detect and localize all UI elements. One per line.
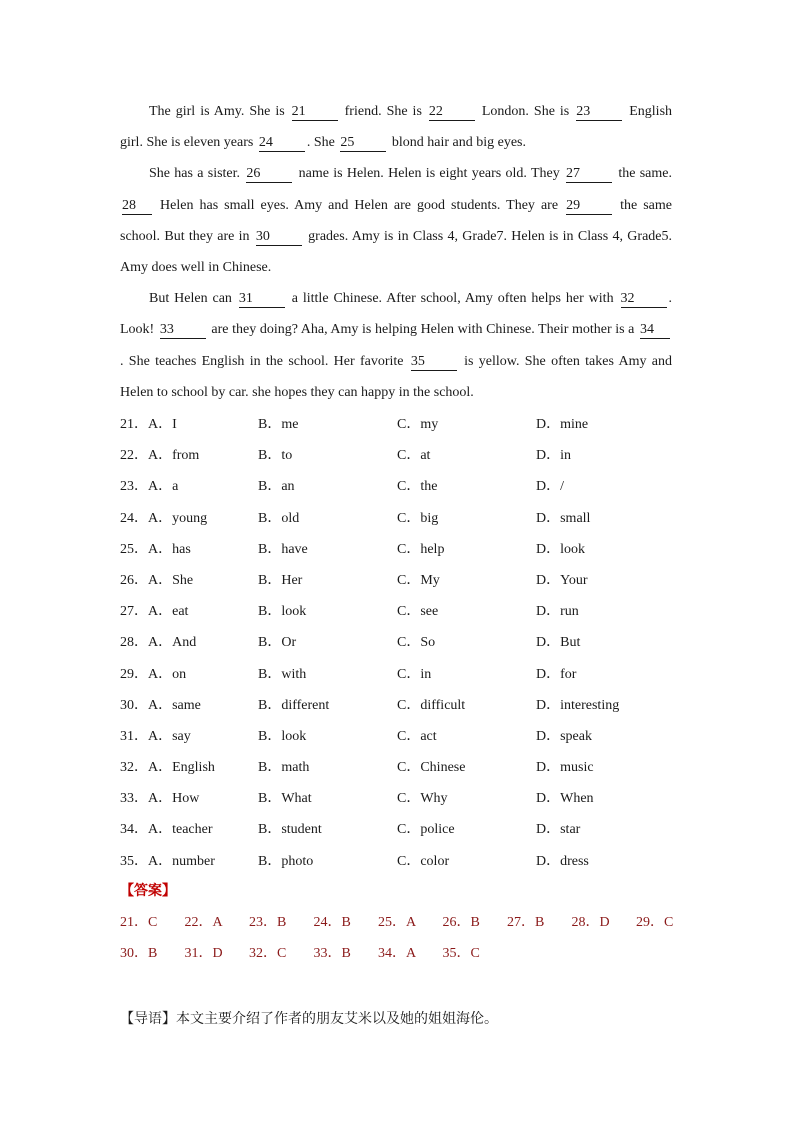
option-b — [258, 690, 329, 721]
option-text: A．say — [148, 728, 191, 744]
option-text: D．/ — [536, 479, 564, 495]
passage-text: English girl. She is eleven years — [120, 104, 673, 151]
option-a — [120, 814, 213, 845]
blank-32: 32 — [621, 291, 667, 308]
option-text: B．math — [258, 760, 310, 776]
question-number: 31． — [120, 728, 148, 744]
option-d — [536, 409, 588, 440]
option-c — [397, 659, 431, 690]
question-number: 32． — [120, 760, 148, 776]
passage-text: She has a sister. — [149, 166, 245, 182]
answer-item: 25．A — [378, 915, 417, 930]
option-b — [258, 627, 296, 658]
option-b — [258, 814, 322, 845]
paragraph-1 — [120, 96, 672, 158]
question-row — [120, 659, 680, 690]
question-number: 22． — [120, 448, 148, 464]
option-d — [536, 659, 576, 690]
option-text: C．in — [397, 666, 432, 682]
blank-28: 28 — [122, 198, 152, 215]
question-row — [120, 690, 680, 721]
blank-35: 35 — [411, 354, 457, 371]
answer-item: 21．C — [120, 915, 158, 930]
passage-text: London. She is — [476, 104, 575, 119]
answer-item: 31．D — [184, 946, 223, 961]
option-text: B．have — [258, 541, 308, 557]
option-a — [120, 565, 193, 596]
option-d — [536, 627, 580, 658]
option-b — [258, 659, 306, 690]
question-row — [120, 627, 680, 658]
option-text: B．Her — [258, 572, 303, 588]
option-text: B．me — [258, 417, 299, 432]
option-b — [258, 846, 313, 877]
blank-26: 26 — [246, 166, 292, 183]
option-text: D．in — [536, 448, 571, 464]
option-c — [397, 783, 448, 814]
option-b — [258, 565, 302, 596]
option-b — [258, 471, 295, 502]
option-a — [120, 659, 186, 690]
option-c — [397, 690, 465, 721]
question-number: 34． — [120, 822, 148, 838]
blank-25: 25 — [340, 135, 386, 152]
passage-text: a little Chinese. After school, Amy often helps her with — [286, 291, 619, 307]
option-a — [120, 534, 191, 565]
option-text: D．for — [536, 666, 577, 682]
blank-22: 22 — [429, 104, 475, 121]
question-number: 24． — [120, 510, 148, 526]
question-row — [120, 503, 680, 534]
option-text: B．Or — [258, 635, 297, 651]
option-text: C．color — [397, 853, 450, 869]
question-row — [120, 752, 680, 783]
question-row — [120, 846, 680, 877]
option-text: A．on — [148, 666, 187, 682]
passage-text: name is Helen. Helen is eight years old. They — [294, 166, 565, 182]
option-c — [397, 814, 455, 845]
option-text: D．Your — [536, 572, 588, 588]
option-c — [397, 721, 437, 752]
option-text: D．small — [536, 510, 591, 526]
question-row — [120, 814, 680, 845]
option-d — [536, 846, 589, 877]
option-d — [536, 783, 594, 814]
option-d — [536, 690, 619, 721]
option-a — [120, 440, 199, 471]
option-text: C．act — [397, 728, 437, 744]
blank-33: 33 — [160, 322, 206, 339]
option-c — [397, 846, 449, 877]
question-row — [120, 783, 680, 814]
question-list — [120, 409, 680, 877]
answer-item: 27．B — [507, 915, 545, 930]
option-text: C．So — [397, 635, 436, 651]
option-text: B．look — [258, 728, 307, 744]
guide-text: 【导语】本文主要介绍了作者的朋友艾米以及她的姐姐海伦。 — [120, 1011, 498, 1027]
passage-text: grades. Amy is in Class 4, Grade7. Helen is in Class 4, Grade5. Amy does well in Chinese. — [120, 228, 672, 276]
answer-item: 23．B — [249, 915, 287, 930]
option-text: D．But — [536, 635, 581, 651]
option-text: A．a — [148, 479, 179, 495]
passage-text: are they doing? Aha, Amy is helping Helen with Chinese. Their mother is a — [207, 322, 638, 338]
option-text: A．How — [148, 791, 200, 807]
passage-text: is yellow. She often takes Amy and Helen to school by car. she hopes they can happy in the school. — [120, 353, 672, 400]
option-c — [397, 627, 435, 658]
option-text: D．music — [536, 760, 594, 776]
blank-30: 30 — [256, 229, 302, 246]
option-text: D．dress — [536, 853, 589, 869]
answer-item: 26．B — [442, 915, 480, 930]
option-text: D．look — [536, 541, 585, 557]
question-row — [120, 565, 680, 596]
option-text: D．interesting — [536, 697, 620, 713]
question-number: 33． — [120, 791, 148, 807]
option-b — [258, 503, 299, 534]
option-a — [120, 409, 177, 440]
option-text: C．help — [397, 541, 445, 557]
option-text: B．photo — [258, 853, 314, 869]
option-text: B．different — [258, 697, 330, 713]
passage-text: blond hair and big eyes. — [388, 135, 526, 151]
answer-item: 30．B — [120, 946, 158, 961]
passage-text: . She teaches English in the school. Her favorite — [120, 353, 409, 369]
option-text: C．Why — [397, 791, 448, 807]
question-number: 29． — [120, 666, 148, 682]
option-text: A．And — [148, 635, 197, 651]
option-text: C．My — [397, 572, 440, 588]
option-b — [258, 596, 306, 627]
option-c — [397, 440, 430, 471]
option-d — [536, 565, 587, 596]
option-text: D．star — [536, 822, 581, 838]
option-text: B．to — [258, 448, 293, 464]
option-d — [536, 503, 590, 534]
option-c — [397, 503, 438, 534]
blank-23: 23 — [576, 104, 622, 121]
option-b — [258, 783, 312, 814]
option-text: B．look — [258, 604, 307, 620]
option-text: C．at — [397, 448, 431, 464]
option-d — [536, 534, 585, 565]
option-text: A．She — [148, 572, 194, 588]
option-d — [536, 752, 594, 783]
option-text: C．Chinese — [397, 760, 466, 776]
option-text: B．old — [258, 510, 300, 526]
option-text: B．What — [258, 791, 312, 807]
option-text: D．When — [536, 791, 594, 807]
option-b — [258, 409, 298, 440]
option-text: A．same — [148, 697, 201, 713]
option-c — [397, 534, 444, 565]
option-a — [120, 783, 199, 814]
option-text: A．I — [148, 417, 177, 432]
option-b — [258, 752, 309, 783]
question-number: 30． — [120, 697, 148, 713]
passage-text: . She — [306, 135, 339, 151]
question-row — [120, 440, 680, 471]
question-number: 26． — [120, 572, 148, 588]
option-d — [536, 814, 580, 845]
option-a — [120, 503, 207, 534]
question-number: 35． — [120, 853, 148, 869]
option-text: D．mine — [536, 417, 589, 432]
option-a — [120, 752, 215, 783]
option-d — [536, 596, 579, 627]
option-b — [258, 440, 292, 471]
option-c — [397, 471, 437, 502]
paragraph-3 — [120, 283, 672, 408]
option-text: C．big — [397, 510, 439, 526]
answer-item: 28．D — [571, 915, 610, 930]
question-number: 23． — [120, 479, 148, 495]
answer-item: 29．C — [636, 915, 674, 930]
option-text: C．the — [397, 479, 438, 495]
blank-34: 34 — [640, 322, 670, 339]
option-a — [120, 721, 191, 752]
option-a — [120, 627, 196, 658]
option-a — [120, 596, 188, 627]
blank-24: 24 — [259, 135, 305, 152]
option-text: A．number — [148, 853, 215, 869]
question-row — [120, 534, 680, 565]
answer-item: 34．A — [378, 946, 417, 961]
passage-text: The girl is Amy. She is — [149, 104, 290, 119]
answer-item: 22．A — [184, 915, 223, 930]
answer-item: 24．B — [313, 915, 351, 930]
option-text: A．English — [148, 760, 215, 776]
passage-text: the same. — [614, 166, 672, 182]
option-text: D．run — [536, 604, 579, 620]
option-c — [397, 596, 438, 627]
question-row — [120, 409, 680, 440]
option-text: B．an — [258, 479, 295, 495]
option-c — [397, 565, 440, 596]
blank-27: 27 — [566, 166, 612, 183]
option-c — [397, 752, 465, 783]
passage-text: friend. She is — [339, 104, 427, 119]
option-text: A．has — [148, 541, 191, 557]
answer-title: 【答案】 — [120, 883, 176, 899]
option-d — [536, 721, 592, 752]
passage-text: the same school. But they are in — [120, 197, 672, 244]
option-text: A．from — [148, 448, 200, 464]
option-text: A．teacher — [148, 822, 213, 838]
answer-item: 32．C — [249, 946, 287, 961]
option-text: D．speak — [536, 728, 592, 744]
option-text: C．difficult — [397, 697, 466, 713]
option-b — [258, 721, 306, 752]
option-text: B．with — [258, 666, 307, 682]
option-a — [120, 846, 215, 877]
option-text: B．student — [258, 822, 322, 838]
passage-text: But Helen can — [149, 291, 237, 307]
question-row — [120, 721, 680, 752]
option-text: C．police — [397, 822, 455, 838]
option-text: A．young — [148, 510, 208, 526]
blank-29: 29 — [566, 198, 612, 215]
option-d — [536, 471, 564, 502]
question-row — [120, 471, 680, 502]
option-text: C．my — [397, 417, 439, 432]
passage-text: . Look! — [120, 291, 672, 338]
option-text: A．eat — [148, 604, 189, 620]
answer-item: 33．B — [313, 946, 351, 961]
cloze-passage — [120, 96, 672, 408]
passage-text: Helen has small eyes. Amy and Helen are good students. They are — [154, 197, 565, 213]
option-a — [120, 471, 178, 502]
paragraph-2 — [120, 158, 672, 283]
answer-item: 35．C — [442, 946, 480, 961]
question-row — [120, 596, 680, 627]
option-c — [397, 409, 438, 440]
question-number: 21． — [120, 417, 148, 432]
question-number: 27． — [120, 604, 148, 620]
question-number: 28． — [120, 635, 148, 651]
blank-21: 21 — [292, 104, 338, 121]
question-number: 25． — [120, 541, 148, 557]
option-d — [536, 440, 571, 471]
blank-31: 31 — [239, 291, 285, 308]
option-a — [120, 690, 201, 721]
option-text: C．see — [397, 604, 439, 620]
option-b — [258, 534, 308, 565]
